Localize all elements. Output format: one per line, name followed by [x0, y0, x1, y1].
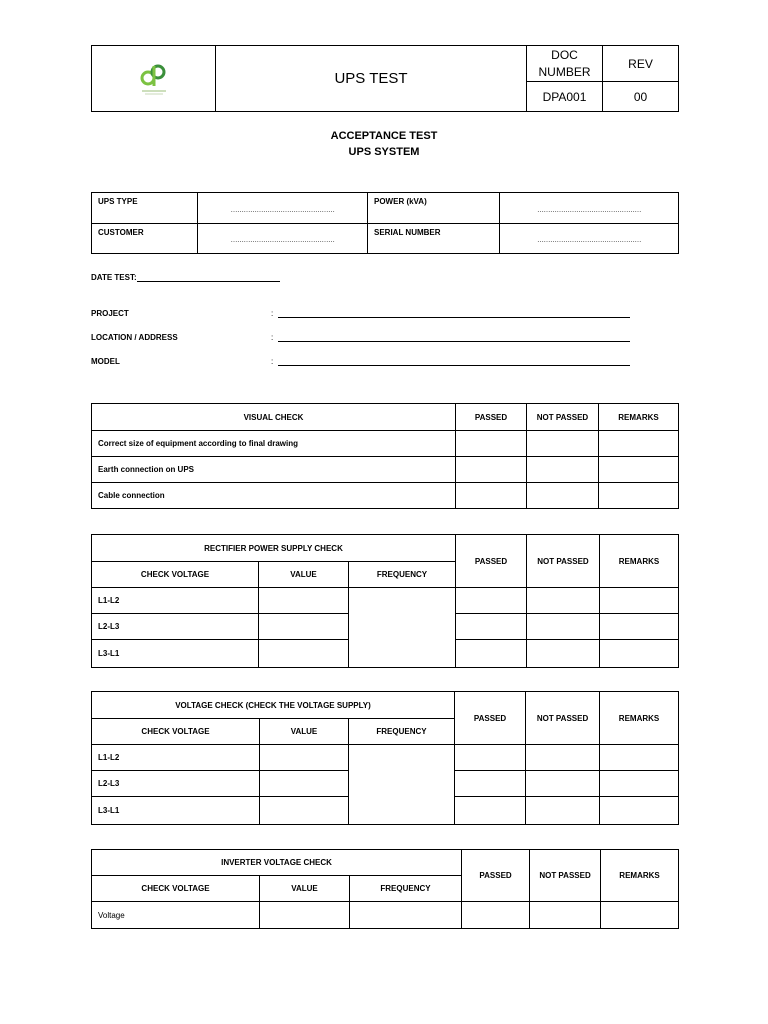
date-test-field[interactable] — [137, 281, 280, 282]
visual-check-table — [91, 403, 679, 509]
voltage-col-check-voltage: CHECK VOLTAGE — [92, 719, 260, 745]
heading-line-2: UPS SYSTEM — [348, 146, 420, 158]
remarks-cell[interactable] — [599, 483, 679, 509]
remarks-cell[interactable] — [600, 797, 679, 825]
value-cell[interactable] — [260, 745, 349, 771]
inverter-row-label: Voltage — [92, 902, 260, 929]
visual-check-title: VISUAL CHECK — [92, 404, 456, 431]
location-colon: : — [271, 333, 274, 342]
serial-field[interactable] — [500, 224, 679, 254]
inverter-remarks-header: REMARKS — [601, 850, 679, 902]
voltage-col-value: VALUE — [260, 719, 349, 745]
visual-item-label: Cable connection — [92, 483, 456, 509]
form-heading — [0, 128, 768, 160]
customer-field[interactable] — [198, 224, 368, 254]
phase-label: L3-L1 — [92, 640, 259, 668]
passed-cell[interactable] — [455, 745, 526, 771]
serial-label: SERIAL NUMBER — [368, 224, 500, 254]
not-passed-cell[interactable] — [527, 588, 600, 614]
rectifier-passed-header: PASSED — [456, 535, 527, 588]
remarks-cell[interactable] — [601, 902, 679, 929]
doc-number-value: DPA001 — [527, 82, 603, 112]
model-colon: : — [271, 357, 274, 366]
visual-passed-header: PASSED — [456, 404, 527, 431]
frequency-cell[interactable] — [349, 745, 455, 825]
power-label: POWER (kVA) — [368, 193, 500, 224]
inverter-col-value: VALUE — [260, 876, 350, 902]
heading-line-1: ACCEPTANCE TEST — [330, 130, 438, 142]
rectifier-remarks-header: REMARKS — [600, 535, 679, 588]
table-row — [92, 902, 679, 929]
phase-label: L1-L2 — [92, 588, 259, 614]
doc-title: UPS TEST — [216, 46, 527, 112]
remarks-cell[interactable] — [600, 745, 679, 771]
rectifier-col-check-voltage: CHECK VOLTAGE — [92, 562, 259, 588]
frequency-cell[interactable] — [349, 588, 456, 668]
rectifier-check-title: RECTIFIER POWER SUPPLY CHECK — [92, 535, 456, 562]
voltage-col-frequency: FREQUENCY — [349, 719, 455, 745]
rev-label: REV — [603, 46, 679, 82]
passed-cell[interactable] — [462, 902, 530, 929]
not-passed-cell[interactable] — [526, 797, 600, 825]
not-passed-cell[interactable] — [527, 640, 600, 668]
remarks-cell[interactable] — [599, 457, 679, 483]
not-passed-cell[interactable] — [527, 431, 599, 457]
inverter-col-frequency: FREQUENCY — [350, 876, 462, 902]
not-passed-cell[interactable] — [526, 745, 600, 771]
visual-not-passed-header: NOT PASSED — [527, 404, 599, 431]
value-cell[interactable] — [260, 902, 350, 929]
date-test-label: DATE TEST: — [91, 273, 137, 282]
voltage-check-table — [91, 691, 679, 825]
voltage-not-passed-header: NOT PASSED — [526, 692, 600, 745]
rectifier-not-passed-header: NOT PASSED — [527, 535, 600, 588]
project-field[interactable] — [278, 317, 630, 318]
not-passed-cell[interactable] — [527, 483, 599, 509]
remarks-cell[interactable] — [600, 614, 679, 640]
company-logo — [134, 58, 174, 98]
passed-cell[interactable] — [455, 797, 526, 825]
voltage-passed-header: PASSED — [455, 692, 526, 745]
phase-label: L1-L2 — [92, 745, 260, 771]
passed-cell[interactable] — [456, 614, 527, 640]
power-placeholder: ………………………………………… — [537, 206, 641, 214]
remarks-cell[interactable] — [599, 431, 679, 457]
value-cell[interactable] — [259, 640, 349, 668]
passed-cell[interactable] — [456, 588, 527, 614]
remarks-cell[interactable] — [600, 640, 679, 668]
inverter-check-table — [91, 849, 679, 929]
visual-item-label: Earth connection on UPS — [92, 457, 456, 483]
ups-type-placeholder: ………………………………………… — [230, 206, 335, 214]
ups-type-label: UPS TYPE — [92, 193, 198, 224]
doc-number-label: DOC NUMBER — [527, 46, 603, 82]
value-cell[interactable] — [259, 614, 349, 640]
header-table — [91, 45, 679, 112]
project-label: PROJECT — [91, 309, 129, 318]
phase-label: L3-L1 — [92, 797, 260, 825]
serial-placeholder: ………………………………………… — [537, 237, 641, 244]
visual-remarks-header: REMARKS — [599, 404, 679, 431]
visual-item-label: Correct size of equipment according to final drawing — [92, 431, 456, 457]
voltage-remarks-header: REMARKS — [600, 692, 679, 745]
frequency-cell[interactable] — [350, 902, 462, 929]
specs-table — [91, 192, 679, 254]
not-passed-cell[interactable] — [527, 614, 600, 640]
table-row — [92, 588, 679, 614]
remarks-cell[interactable] — [600, 771, 679, 797]
table-row — [92, 483, 679, 509]
remarks-cell[interactable] — [600, 588, 679, 614]
rev-value: 00 — [603, 82, 679, 112]
phase-label: L2-L3 — [92, 614, 259, 640]
table-row — [92, 745, 679, 771]
logo-cell — [92, 46, 216, 112]
power-field[interactable] — [500, 193, 679, 224]
inverter-not-passed-header: NOT PASSED — [530, 850, 601, 902]
passed-cell[interactable] — [456, 431, 527, 457]
passed-cell[interactable] — [455, 771, 526, 797]
rectifier-check-table — [91, 534, 679, 668]
phase-label: L2-L3 — [92, 771, 260, 797]
ups-type-field[interactable] — [198, 193, 368, 224]
customer-placeholder: ………………………………………… — [230, 237, 335, 244]
inverter-col-check-voltage: CHECK VOLTAGE — [92, 876, 260, 902]
location-field[interactable] — [278, 341, 630, 342]
not-passed-cell[interactable] — [526, 771, 600, 797]
inverter-check-title: INVERTER VOLTAGE CHECK — [92, 850, 462, 876]
not-passed-cell[interactable] — [530, 902, 601, 929]
project-colon: : — [271, 309, 274, 318]
customer-label: CUSTOMER — [92, 224, 198, 254]
table-row — [92, 457, 679, 483]
voltage-check-title: VOLTAGE CHECK (CHECK THE VOLTAGE SUPPLY) — [92, 692, 455, 719]
location-label: LOCATION / ADDRESS — [91, 333, 178, 342]
passed-cell[interactable] — [456, 457, 527, 483]
inverter-passed-header: PASSED — [462, 850, 530, 902]
value-cell[interactable] — [260, 797, 349, 825]
not-passed-cell[interactable] — [527, 457, 599, 483]
value-cell[interactable] — [260, 771, 349, 797]
passed-cell[interactable] — [456, 483, 527, 509]
table-row — [92, 431, 679, 457]
passed-cell[interactable] — [456, 640, 527, 668]
rectifier-col-value: VALUE — [259, 562, 349, 588]
model-label: MODEL — [91, 357, 120, 366]
model-field[interactable] — [278, 365, 630, 366]
rectifier-col-frequency: FREQUENCY — [349, 562, 456, 588]
value-cell[interactable] — [259, 588, 349, 614]
